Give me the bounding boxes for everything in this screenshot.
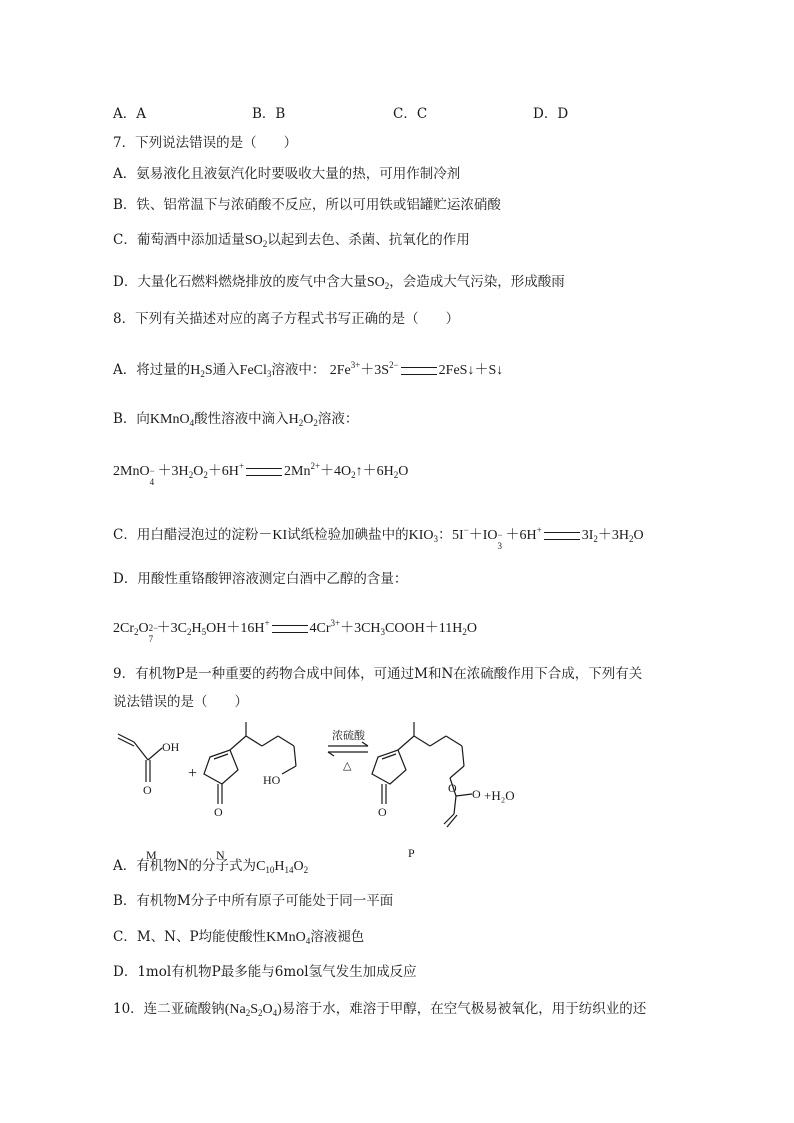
q9-stem-line2: 说法错误的是（ ） <box>113 694 248 710</box>
q8-option-c: C．用白醋浸泡过的淀粉－KI试纸检验加碘盐中的$KIO_3$：5I−＋IO − 3 ＋6H+ $3I_2+3H_2O$ <box>113 525 644 551</box>
water-label: +H₂O <box>484 788 515 803</box>
label-p: P <box>408 846 415 860</box>
q8-option-b-equation: 2MnO − 4 $+3H_2O_2+6H^+$ $2Mn^{2+}+4O_2↑+6H_2O$ <box>113 461 409 487</box>
q6-option-b: B．B <box>252 106 286 122</box>
plus-sign: + <box>188 765 198 782</box>
q10-stem: 10．连二亚硫酸钠$(Na_2S_2O_4)$易溶于水，难溶于甲醇，在空气极易被氧化，用于纺织业的还 <box>113 1001 647 1018</box>
q9-option-a: A．有机物N的分子式为$C_{10}H_{14}O_2$ <box>113 858 309 875</box>
q9-option-b: B．有机物M分子中所有原子可能处于同一平面 <box>113 893 394 909</box>
m-oh-label: OH <box>162 740 180 754</box>
q6-option-c: C．C <box>393 106 428 122</box>
q8-stem: 8．下列有关描述对应的离子方程式书写正确的是（ ） <box>113 311 460 327</box>
q7-option-d: D．大量化石燃料燃烧排放的废气中含大量$SO_2$，会造成大气污染，形成酸雨 <box>113 274 565 291</box>
q7-option-c: C．葡萄酒中添加适量$SO_2$以起到去色、杀菌、抗氧化的作用 <box>113 232 470 249</box>
q9-option-c: C．M、N、P均能使酸性KMnO$_4$溶液褪色 <box>113 929 365 946</box>
q8-option-b: B．向KMnO$_4$酸性溶液中滴入$H_2O_2$溶液： <box>113 411 359 428</box>
q8-option-d-equation: $2Cr_2O$ 2− 7 $+3C_2H_5OH+16H^+$ $4Cr^{3+}+3CH_3COOH+11H_2O$ <box>113 618 477 644</box>
q9-stem-line1: 9．有机物P是一种重要的药物合成中间体，可通过M和N在浓硫酸作用下合成，下列有关 <box>113 666 643 682</box>
q8-option-d: D．用酸性重铬酸钾溶液测定白酒中乙醇的含量： <box>113 571 408 587</box>
p-carbonyl-o-label: O <box>472 787 481 801</box>
reaction-scheme <box>110 722 580 842</box>
q6-option-d: D．D <box>533 106 569 122</box>
n-o-label: O <box>214 805 223 819</box>
label-m: M <box>146 848 157 862</box>
q7-option-b: B．铁、铝常温下与浓硝酸不反应，所以可用铁或铝罐贮运浓硝酸 <box>113 197 501 213</box>
q9-option-d: D．1mol有机物P最多能与6mol氢气发生加成反应 <box>113 964 417 980</box>
condition-bottom: △ <box>343 759 352 772</box>
q8-option-a: A．将过量的$H_2S$通入FeCl$_3$溶液中： $2Fe^{3+}+3S^{2-}$ 2FeS↓＋S↓ <box>113 360 504 379</box>
q7-option-a: A．氨易液化且液氨汽化时要吸收大量的热，可用作制冷剂 <box>113 166 461 182</box>
m-o-label: O <box>143 783 152 797</box>
p-o-label: O <box>378 805 387 819</box>
q6-option-a: A．A <box>113 106 146 122</box>
n-ho-label: HO <box>263 773 281 787</box>
condition-top: 浓硫酸 <box>332 729 365 742</box>
label-n: N <box>216 848 225 862</box>
q7-stem: 7．下列说法错误的是（ ） <box>113 135 298 151</box>
p-ester-o-label: O <box>448 781 457 795</box>
